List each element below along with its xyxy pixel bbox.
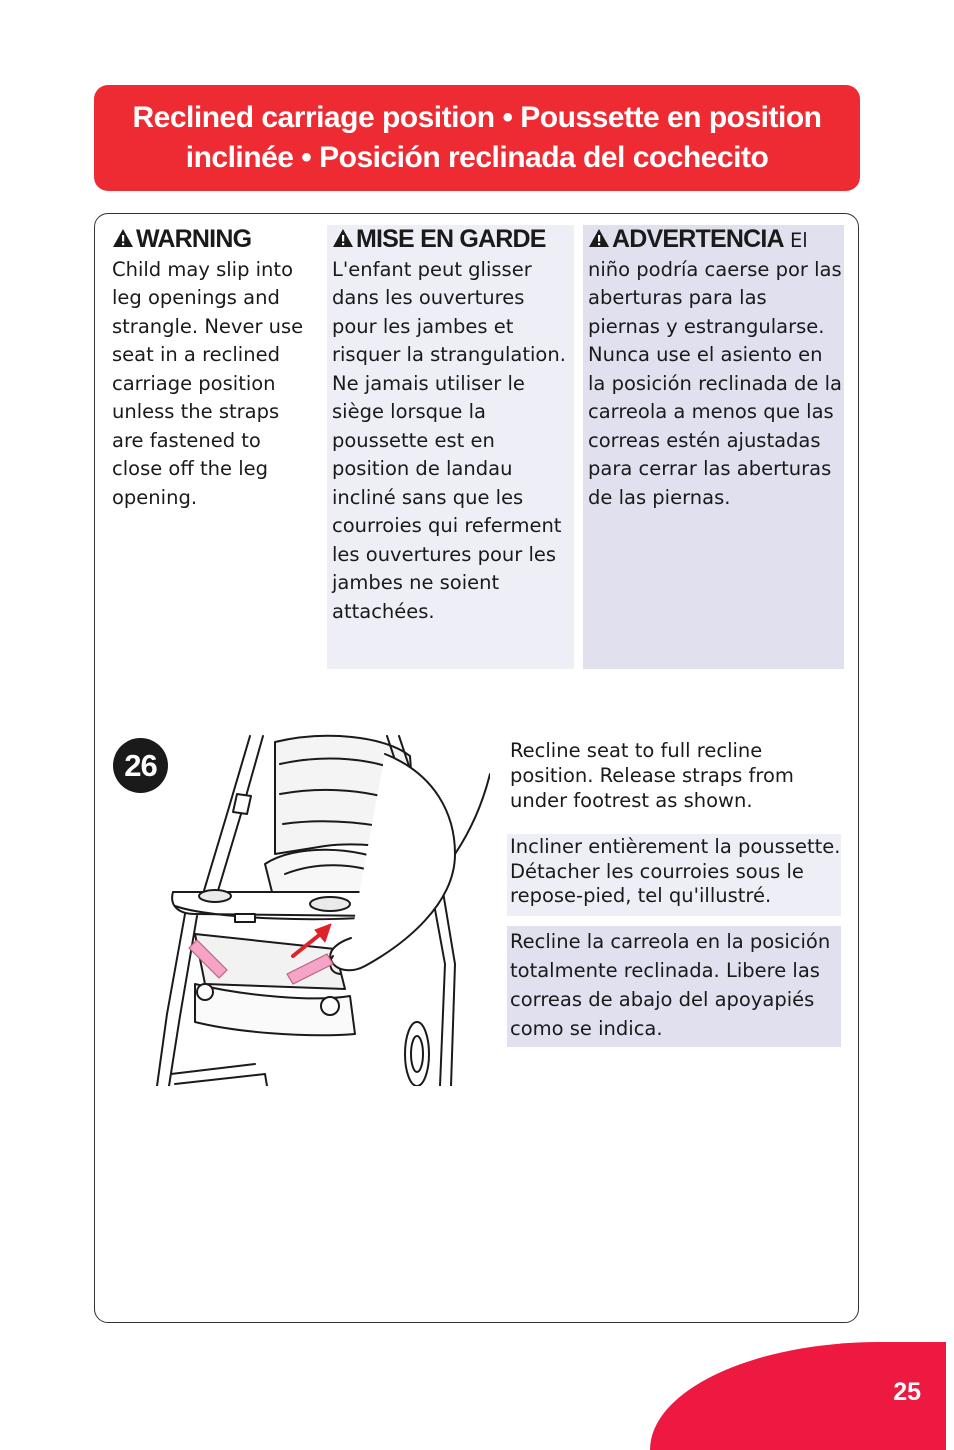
section-title-line1: Reclined carriage position • Poussette en position xyxy=(132,101,822,134)
warning-fr xyxy=(327,225,574,669)
warning-es-text: El niño podría caerse por las aberturas para las piernas y estrangularse. Nunca use el asiento en la posición reclinada de la carreola a menos que las correas estén ajustadas para cerrar las aberturas de las piernas. xyxy=(588,229,842,509)
page-number: 25 xyxy=(893,1378,921,1406)
warning-triangle-icon xyxy=(112,228,134,248)
warning-triangle-icon xyxy=(332,228,354,248)
warning-fr-text: L'enfant peut glisser dans les ouvertures pour les jambes et risquer la strangulation. Ne jamais utiliser le siège lorsque la poussette est en position de landau incliné sans que les courroies qui referment les ouvertures pour les jambes ne soient attachées. xyxy=(332,257,566,623)
warning-en xyxy=(112,225,312,512)
warning-fr-title: MISE EN GARDE xyxy=(332,225,546,253)
section-header xyxy=(94,85,860,191)
warning-es-title: ADVERTENCIA xyxy=(588,225,784,253)
warning-en-title: WARNING xyxy=(112,225,251,253)
section-title-line2: inclinée • Posición reclinada del cochecito xyxy=(185,141,769,174)
instruction-en: Recline seat to full recline position. Release straps from under footrest as shown. xyxy=(510,739,794,812)
stroller-illustration xyxy=(155,734,490,1086)
warning-triangle-icon xyxy=(588,228,610,248)
step-number-badge: 26 xyxy=(113,738,168,793)
warning-en-text: Child may slip into leg openings and strangle. Never use seat in a reclined carriage position unless the straps are fastened to close off the leg opening. xyxy=(112,257,304,509)
instruction-fr: Incliner entièrement la poussette. Détacher les courroies sous le repose-pied, tel qu'illustré. xyxy=(507,834,841,916)
instruction-es: Recline la carreola en la posición totalmente reclinada. Libere las correas de abajo del apoyapiés como se indica. xyxy=(507,926,841,1047)
warning-es xyxy=(583,225,844,669)
